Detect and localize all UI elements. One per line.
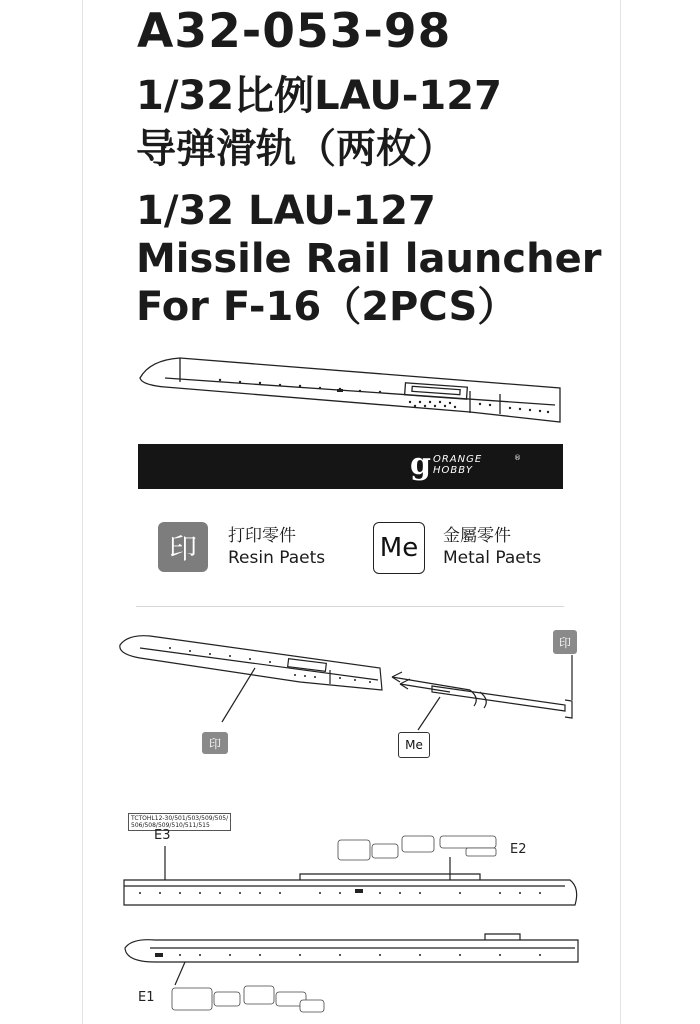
decal-stencil-strip (128, 813, 231, 831)
assembly-diagram (120, 636, 572, 730)
brand-logo (410, 447, 521, 482)
registered-mark: ® (514, 454, 521, 462)
resin-parts-legend (228, 525, 325, 569)
metal-parts-legend (443, 525, 541, 569)
metal-parts-label-zh: 金屬零件 (443, 526, 511, 546)
title-en-line-1: 1/32 LAU-127 (136, 188, 436, 234)
decal-label-e3: E3 (154, 828, 171, 843)
brand-line-1: ORANGE (432, 454, 483, 465)
title-zh-line-2: 导弹滑轨（两枚） (136, 126, 456, 172)
decal-label-e2: E2 (510, 842, 527, 857)
brand-line-2: HOBBY (432, 465, 474, 476)
decal-stencil-line-2: 506/508/509/510/511/515 (131, 822, 210, 829)
metal-parts-icon: Me (373, 522, 425, 574)
product-code: A32-053-98 (137, 4, 452, 59)
brand-glyph: g (410, 447, 431, 482)
metal-part-badge-rod: Me (398, 732, 430, 758)
decal-label-e1: E1 (138, 990, 155, 1005)
resin-parts-label-zh: 打印零件 (228, 526, 296, 546)
brand-wordmark (433, 454, 482, 476)
decal-cluster-e2 (338, 836, 496, 860)
section-divider (136, 606, 564, 607)
decal-rail-e1 (125, 934, 578, 985)
resin-part-badge-end-cap: 印 (553, 630, 577, 654)
title-zh-line-1: 1/32比例LAU-127 (136, 73, 502, 119)
resin-parts-icon: 印 (158, 522, 208, 572)
title-en-line-3: For F-16（2PCS） (136, 284, 518, 330)
decal-cluster-e1 (172, 986, 324, 1012)
brand-banner (138, 444, 563, 489)
metal-parts-label-en: Metal Paets (443, 548, 542, 568)
title-en-line-2: Missile Rail launcher (136, 236, 602, 282)
decal-stencil-line-1: TCTOHL12-30/501/503/509/505/ (131, 815, 229, 822)
rail-top-illustration (140, 358, 560, 422)
resin-part-badge-rail: 印 (202, 732, 228, 754)
resin-parts-label-en: Resin Paets (228, 548, 326, 568)
